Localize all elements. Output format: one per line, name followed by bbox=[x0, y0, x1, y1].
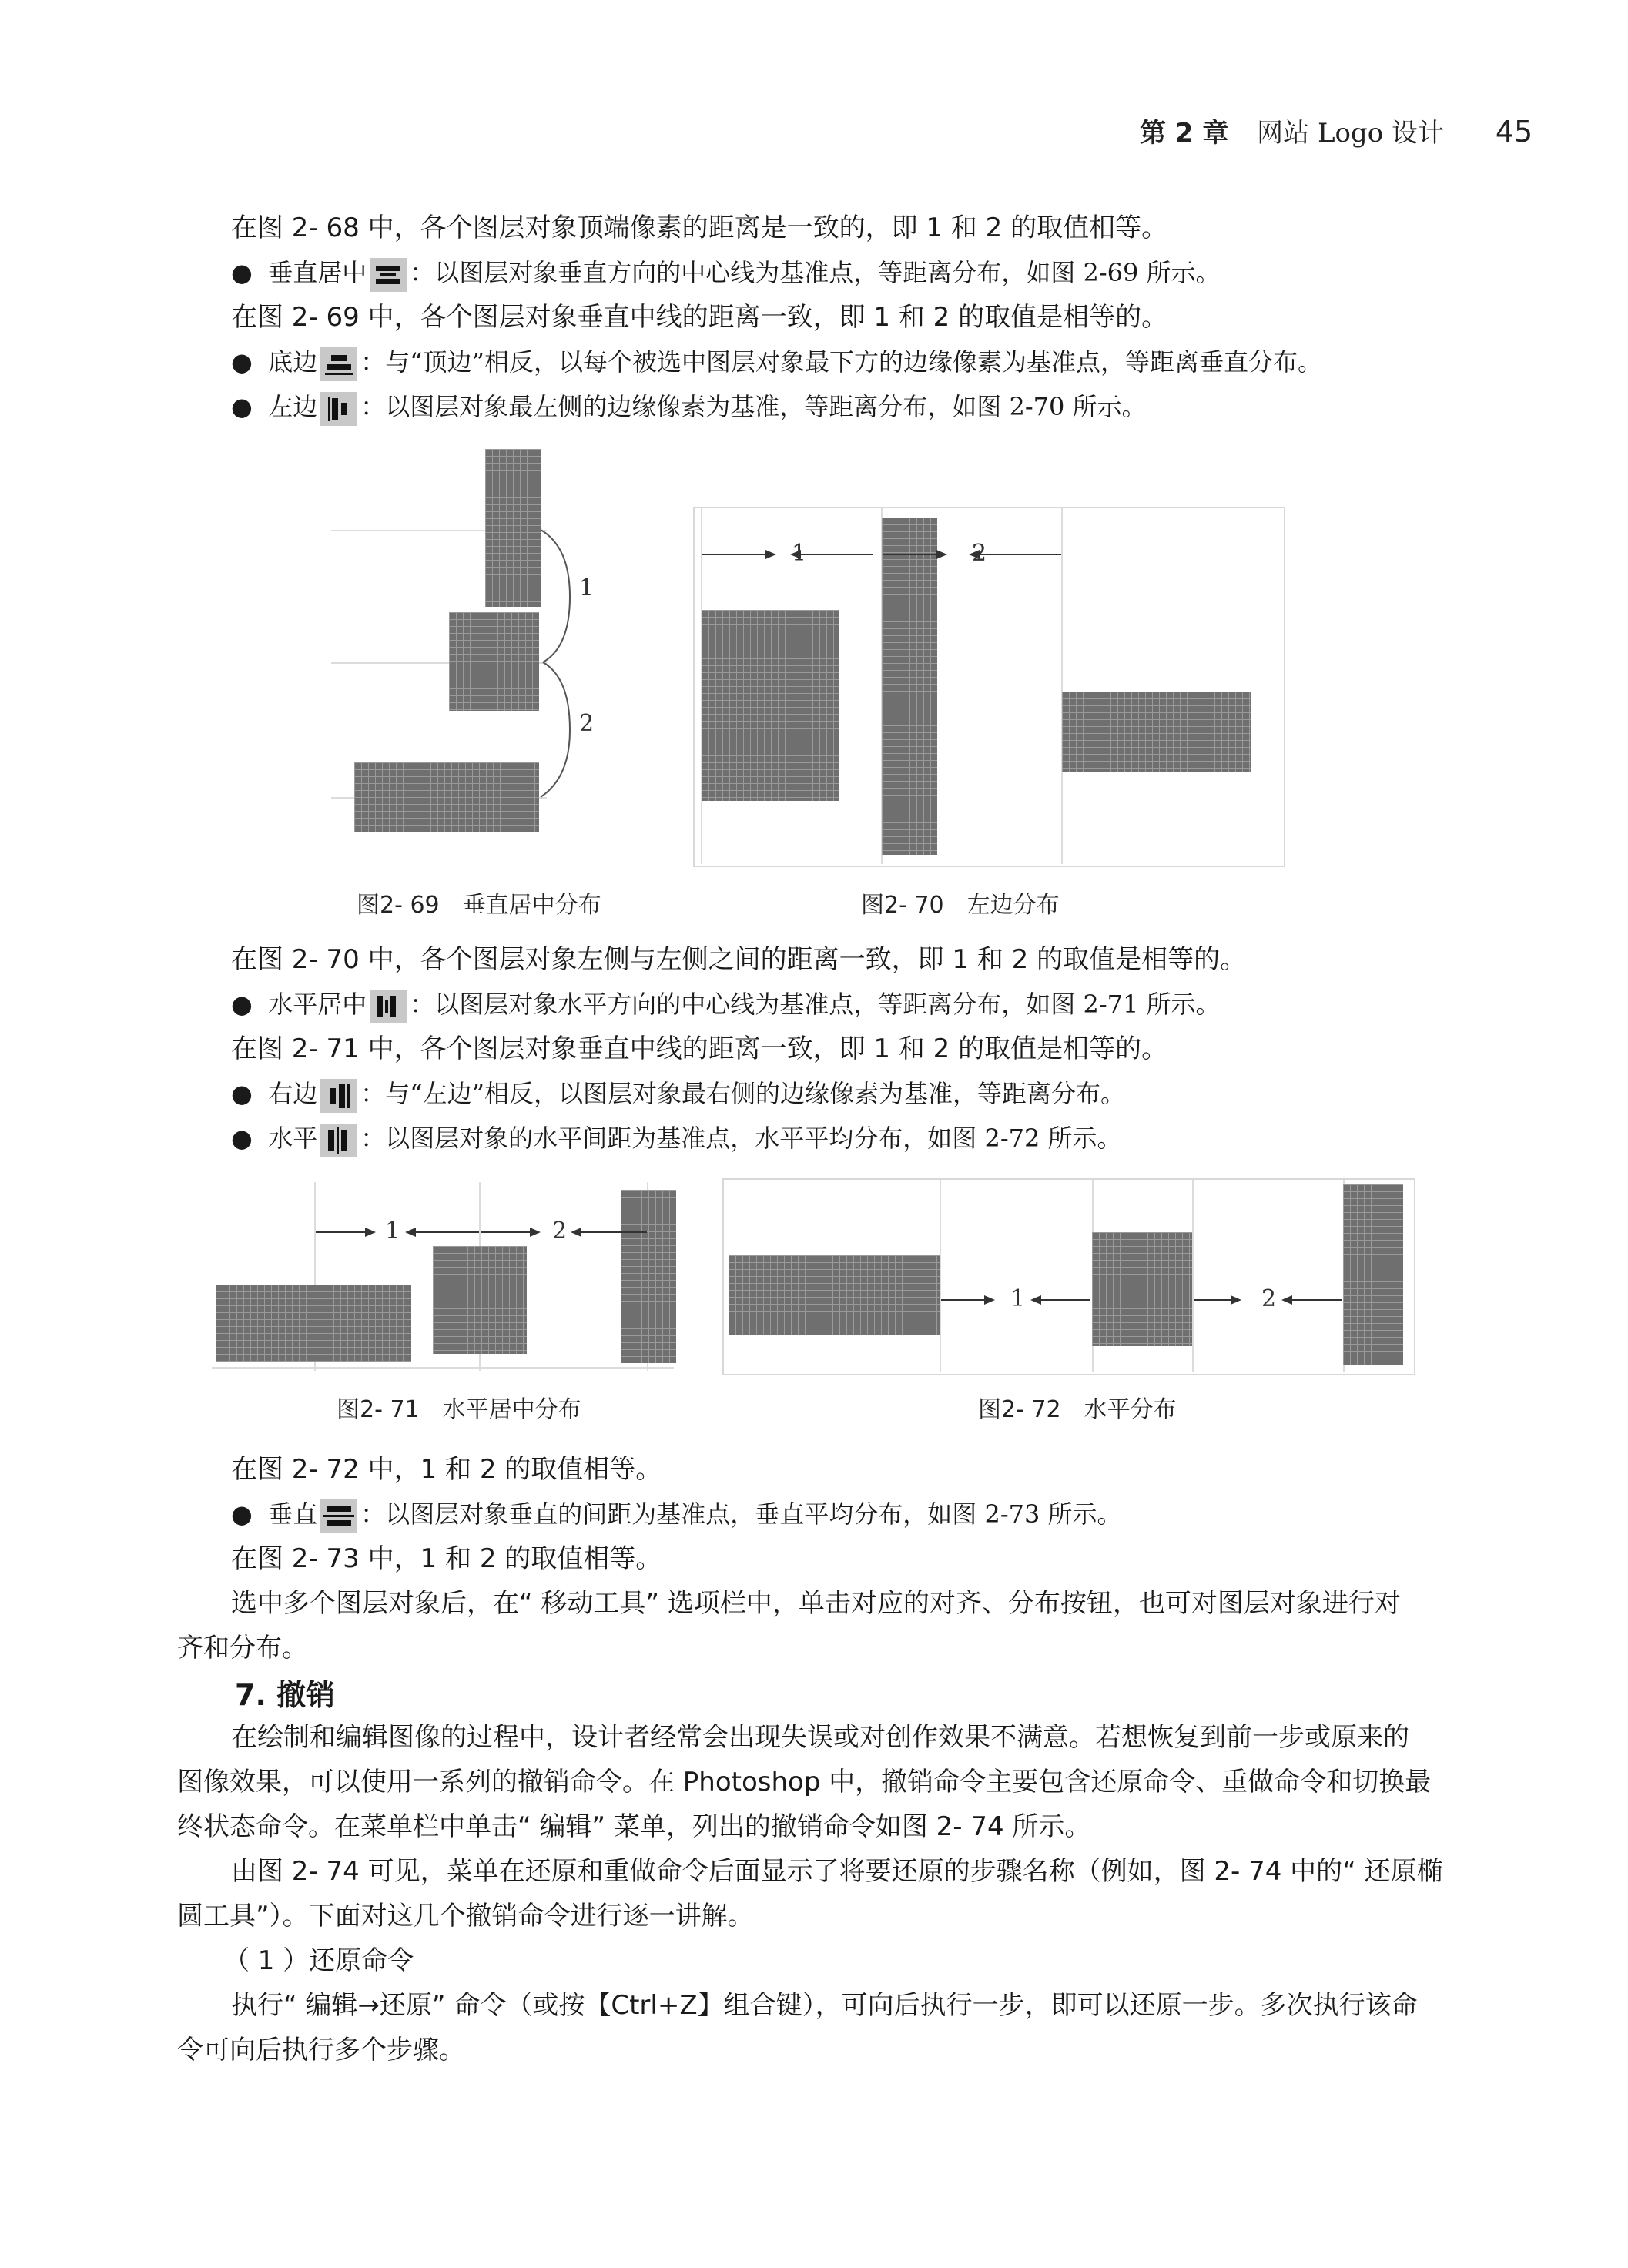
paragraph: 图像效果，可以使用一系列的撤销命令。在 Photoshop 中，撤销命令主要包含还原命令、重做命令和切换最 bbox=[177, 1767, 1432, 1797]
distribute-horizontal-center-icon bbox=[370, 990, 407, 1023]
distance-label-1: 1 bbox=[792, 540, 807, 567]
bullet-dot: ● bbox=[231, 1079, 269, 1108]
distance-label-2: 2 bbox=[579, 710, 595, 737]
bullet-item-left: ● 左边 ：以图层对象最左侧的边缘像素为基准，等距离分布，如图 2-70 所示。 bbox=[231, 385, 1147, 428]
distance-label-1: 1 bbox=[579, 575, 595, 601]
distribute-left-icon bbox=[320, 392, 357, 426]
distance-label-2: 2 bbox=[552, 1218, 568, 1245]
bullet-item-horizontal: ● 水平 ：以图层对象的水平间距为基准点，水平平均分布，如图 2-72 所示。 bbox=[231, 1117, 1122, 1160]
layer-object bbox=[485, 449, 541, 607]
layer-object bbox=[449, 612, 539, 711]
distance-label-2: 2 bbox=[972, 540, 987, 567]
paragraph: 在图 2- 68 中，各个图层对象顶端像素的距离是一致的，即 1 和 2 的取值相等。 bbox=[231, 213, 1168, 243]
distance-label-1: 1 bbox=[385, 1218, 400, 1245]
layer-object bbox=[1062, 692, 1251, 772]
figure-caption: 图2- 69 垂直居中分布 bbox=[357, 892, 601, 919]
figure-caption: 图2- 71 水平居中分布 bbox=[337, 1396, 581, 1423]
chapter-title: 网站 Logo 设计 bbox=[1257, 118, 1445, 149]
layer-object bbox=[729, 1255, 940, 1335]
paragraph: 在图 2- 72 中，1 和 2 的取值相等。 bbox=[231, 1454, 662, 1485]
paragraph: 在图 2- 73 中，1 和 2 的取值相等。 bbox=[231, 1543, 662, 1574]
bullet-dot: ● bbox=[231, 392, 269, 421]
page-number: 45 bbox=[1495, 115, 1533, 149]
layer-object bbox=[354, 762, 539, 832]
paragraph: 在绘制和编辑图像的过程中，设计者经常会出现失误或对创作效果不满意。若想恢复到前一步或原来的 bbox=[231, 1722, 1409, 1753]
layer-object bbox=[433, 1246, 527, 1354]
paragraph: 终状态命令。在菜单栏中单击“ 编辑” 菜单，列出的撤销命令如图 2- 74 所示。 bbox=[177, 1811, 1091, 1842]
paragraph: 在图 2- 69 中，各个图层对象垂直中线的距离一致，即 1 和 2 的取值是相等的。 bbox=[231, 302, 1168, 333]
chapter-label: 第 2 章 bbox=[1140, 118, 1229, 149]
figure-caption: 图2- 72 水平分布 bbox=[978, 1396, 1177, 1423]
distribute-bottom-icon bbox=[320, 347, 357, 381]
paragraph: 令可向后执行多个步骤。 bbox=[177, 2035, 465, 2065]
paragraph: 由图 2- 74 可见，菜单在还原和重做命令后面显示了将要还原的步骤名称（例如，图 2- 74 中的“ 还原椭 bbox=[231, 1856, 1443, 1887]
paragraph: 执行“ 编辑→还原” 命令（或按【Ctrl+Z】组合键），可向后执行一步，即可以还原一步。多次执行该命 bbox=[231, 1990, 1418, 2021]
distribute-right-icon bbox=[320, 1079, 357, 1113]
bullet-item-horizontal-center: ● 水平居中 ：以图层对象水平方向的中心线为基准点，等距离分布，如图 2-71 所示。 bbox=[231, 983, 1221, 1026]
bullet-dot: ● bbox=[231, 258, 269, 287]
bracket-1-2 bbox=[539, 524, 593, 801]
bullet-dot: ● bbox=[231, 1124, 269, 1153]
layer-object bbox=[1343, 1184, 1403, 1365]
layer-object bbox=[216, 1285, 411, 1362]
paragraph: 在图 2- 70 中，各个图层对象左侧与左侧之间的距离一致，即 1 和 2 的取值是相等的。 bbox=[231, 944, 1247, 975]
guide-line bbox=[1192, 1180, 1194, 1372]
section-heading: 7. 撤销 bbox=[235, 1678, 336, 1712]
guide-line bbox=[212, 1367, 674, 1369]
distribute-vertical-center-icon bbox=[370, 258, 407, 292]
distance-arrows bbox=[314, 1218, 653, 1249]
bullet-item-right: ● 右边 ：与“左边”相反，以图层对象最右侧的边缘像素为基准，等距离分布。 bbox=[231, 1072, 1125, 1115]
layer-object bbox=[621, 1190, 676, 1363]
paragraph: 选中多个图层对象后，在“ 移动工具” 选项栏中，单击对应的对齐、分布按钮，也可对图层对象进行对 bbox=[231, 1588, 1401, 1619]
bullet-item-bottom: ● 底边 ：与“顶边”相反，以每个被选中图层对象最下方的边缘像素为基准点，等距离垂直分布。 bbox=[231, 340, 1322, 384]
page-header bbox=[1140, 112, 1533, 149]
distance-label-1: 1 bbox=[1010, 1285, 1026, 1312]
guide-line bbox=[940, 1180, 941, 1372]
distance-arrows bbox=[699, 539, 1069, 570]
distance-arrows bbox=[940, 1286, 1348, 1317]
distribute-horizontal-spacing-icon bbox=[320, 1124, 357, 1157]
bullet-dot: ● bbox=[231, 1499, 269, 1529]
bullet-item-vertical: ● 垂直 ：以图层对象垂直的间距为基准点，垂直平均分布，如图 2-73 所示。 bbox=[231, 1492, 1122, 1536]
paragraph: 圆工具”）。下面对这几个撤销命令进行逐一讲解。 bbox=[177, 1901, 754, 1931]
paragraph: 在图 2- 71 中，各个图层对象垂直中线的距离一致，即 1 和 2 的取值是相等的。 bbox=[231, 1033, 1168, 1064]
bullet-item-vertical-center: ● 垂直居中 ：以图层对象垂直方向的中心线为基准点，等距离分布，如图 2-69 所示。 bbox=[231, 251, 1221, 294]
bullet-dot: ● bbox=[231, 347, 269, 377]
distance-label-2: 2 bbox=[1261, 1285, 1277, 1312]
subheading: （ 1 ）还原命令 bbox=[223, 1945, 414, 1976]
paragraph: 齐和分布。 bbox=[177, 1633, 308, 1663]
bullet-dot: ● bbox=[231, 990, 269, 1019]
figure-caption: 图2- 70 左边分布 bbox=[861, 892, 1060, 919]
distribute-vertical-spacing-icon bbox=[320, 1499, 357, 1533]
layer-object bbox=[702, 610, 839, 801]
